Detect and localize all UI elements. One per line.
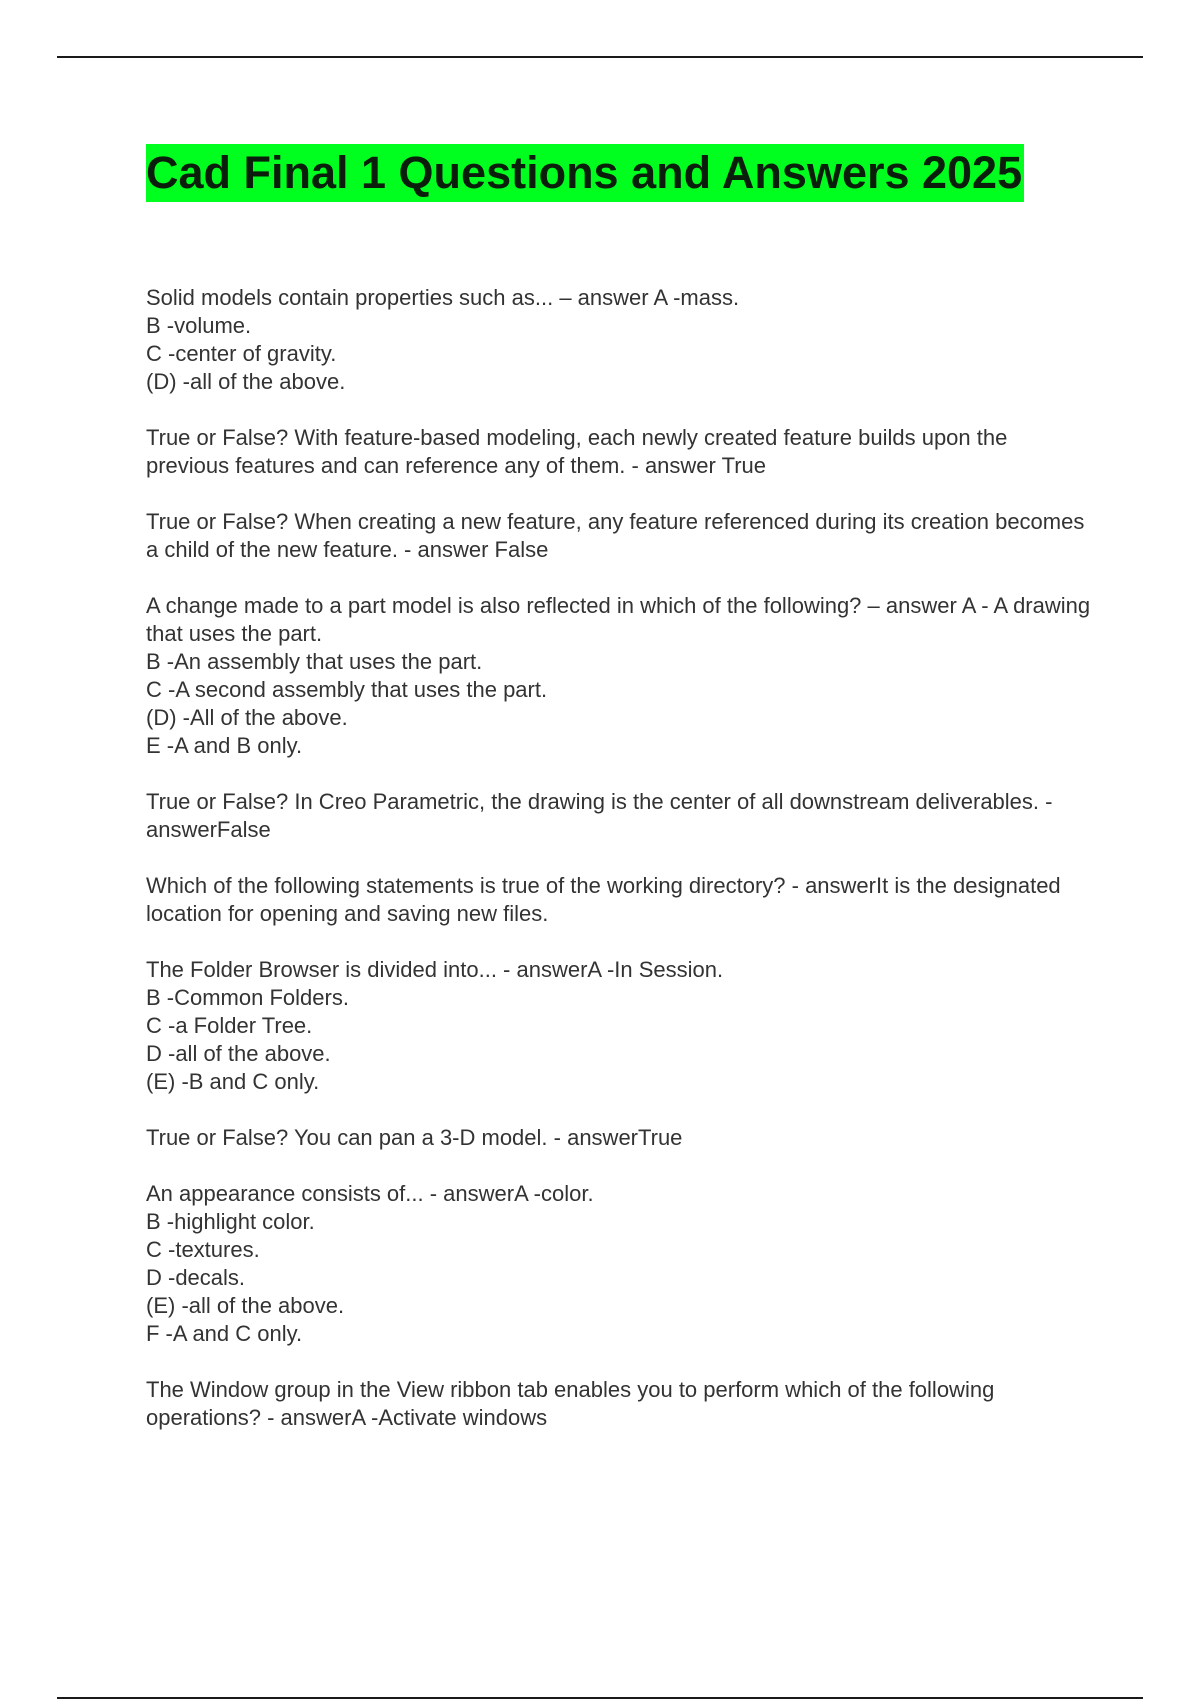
answer-option: F -A and C only. xyxy=(146,1321,303,1346)
answer-option: B -Common Folders. xyxy=(146,985,349,1010)
answer-option: (D) -All of the above. xyxy=(146,705,348,730)
qa-item xyxy=(146,788,1096,844)
answer-option: C -center of gravity. xyxy=(146,341,337,366)
answer-option: B -volume. xyxy=(146,313,252,338)
header-rule xyxy=(57,56,1143,58)
answer-option: (D) -all of the above. xyxy=(146,369,346,394)
question-text: True or False? You can pan a 3-D model. - answerTrue xyxy=(146,1125,683,1150)
question-text: Which of the following statements is true of the working directory? - answerIt is the designated location for opening and saving new files. xyxy=(146,873,1061,926)
qa-item xyxy=(146,424,1096,480)
answer-option: C -textures. xyxy=(146,1237,260,1262)
qa-item xyxy=(146,508,1096,564)
answer-option: C -A second assembly that uses the part. xyxy=(146,677,548,702)
qa-item xyxy=(146,1180,1096,1348)
answer-option: E -A and B only. xyxy=(146,733,303,758)
answer-option: D -decals. xyxy=(146,1265,246,1290)
answer-option: B -An assembly that uses the part. xyxy=(146,649,483,674)
question-text: The Folder Browser is divided into... - answerA -In Session. xyxy=(146,957,724,982)
qa-item xyxy=(146,956,1096,1096)
answer-option: C -a Folder Tree. xyxy=(146,1013,313,1038)
answer-option: D -all of the above. xyxy=(146,1041,331,1066)
answer-option: (E) -B and C only. xyxy=(146,1069,320,1094)
qa-list xyxy=(146,284,1096,1460)
question-text: True or False? With feature-based modeling, each newly created feature builds upon the previous features and can reference any of them. - answer True xyxy=(146,425,1008,478)
question-text: The Window group in the View ribbon tab enables you to perform which of the following operations? - answerA -Activate windows xyxy=(146,1377,995,1430)
answer-option: (E) -all of the above. xyxy=(146,1293,345,1318)
footer-rule xyxy=(57,1697,1143,1699)
qa-item xyxy=(146,872,1096,928)
question-text: True or False? When creating a new feature, any feature referenced during its creation becomes a child of the new feature. - answer False xyxy=(146,509,1085,562)
question-text: An appearance consists of... - answerA -color. xyxy=(146,1181,594,1206)
qa-item xyxy=(146,1376,1096,1432)
answer-option: B -highlight color. xyxy=(146,1209,315,1234)
question-text: Solid models contain properties such as... – answer A -mass. xyxy=(146,285,740,310)
question-text: A change made to a part model is also reflected in which of the following? – answer A - A drawing that uses the part. xyxy=(146,593,1091,646)
document-title: Cad Final 1 Questions and Answers 2025 xyxy=(146,144,1024,202)
qa-item xyxy=(146,1124,1096,1152)
question-text: True or False? In Creo Parametric, the drawing is the center of all downstream deliverables. - answerFalse xyxy=(146,789,1053,842)
qa-item xyxy=(146,284,1096,396)
qa-item xyxy=(146,592,1096,760)
